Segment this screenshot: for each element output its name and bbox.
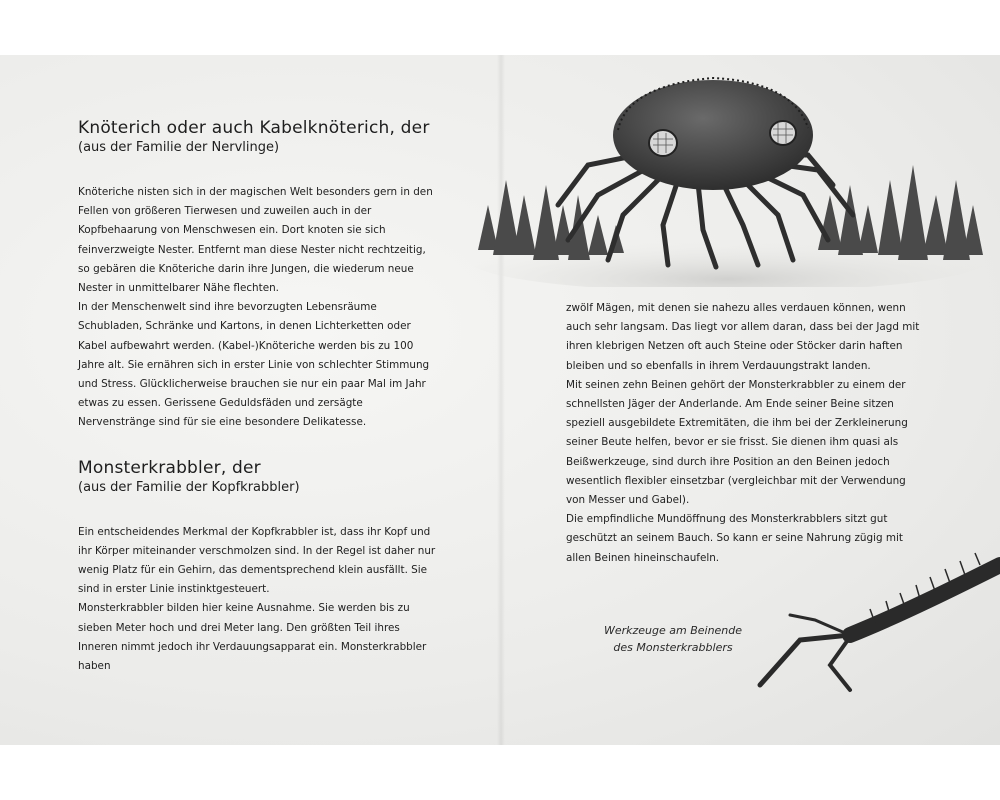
entry-monsterkrabbler (78, 457, 438, 677)
entry-paragraph: Knöteriche nisten sich in der magischen Welt besonders gern in den Fellen von größeren Tierwesen und zuweilen auch in der Kopfbehaarung von Menschwesen ein. Dort knoten sie sich feinverzweigte Nester. Entfernt man diese Nester nicht rechtzeitig, so gebären die Knöteriche darin ihre Jungen, die wiederum neue Nester in unmittelbarer Nähe flechten. (78, 186, 433, 295)
entry-paragraph: zwölf Mägen, mit denen sie nahezu alles verdauen können, wenn auch sehr langsam. Das liegt vor allem daran, dass bei der Jagd mit ihren klebrigen Netzen oft auch Steine oder Stöcker darin haften bleiben und so ebenfalls in ihrem Verdauungstrakt landen. (566, 302, 920, 372)
monster-crawler-illustration (458, 55, 988, 287)
entry-paragraph: Ein entscheidendes Merkmal der Kopfkrabbler ist, dass ihr Kopf und ihr Körper miteinander verschmolzen sind. In der Regel ist daher nur wenig Platz für ein Gehirn, das dementsprechend klein ausfällt. Sie sind in erster Linie instinktgesteuert. (78, 525, 436, 596)
right-page (566, 299, 922, 568)
illustration-caption (598, 622, 748, 656)
caption-line: Werkzeuge am Beinende (603, 624, 743, 637)
entry-title: Monsterkrabbler, der (78, 457, 261, 478)
caption-line: des Monsterkrabblers (613, 641, 733, 654)
entry-paragraph: Monsterkrabbler bilden hier keine Ausnahme. Sie werden bis zu sieben Meter hoch und drei Meter lang. Den größten Teil ihres Inneren nimmt jedoch ihr Verdauungsapparat ein. Monsterkrabbler haben (78, 602, 427, 673)
entry-subtitle: (aus der Familie der Kopfkrabbler) (78, 479, 300, 495)
entry-paragraph: In der Menschenwelt sind ihre bevorzugten Lebensräume Schubladen, Schränke und Kartons, in denen Lichterketten oder Kabel aufbewahrt werden. (Kabel-)Knöteriche werden bis zu 100 Jahre alt. Sie ernähren sich in erster Linie von schlechter Stimmung und Stress. Glücklicherweise brauchen sie nur ein paar Mal im Jahr etwas zu essen. Gerissene Geduldsfäden und zersägte Nervenstränge sind für sie eine besondere Delikatesse. (78, 301, 430, 429)
left-page (78, 117, 438, 676)
book-spread (0, 55, 1000, 745)
entry-paragraph: Mit seinen zehn Beinen gehört der Monsterkrabbler zu einem der schnellsten Jäger der Anderlande. Am Ende seiner Beine sitzen speziell ausgebildete Extremitäten, die ihm bei der Zerkleinerung seiner Beute helfen, bevor er sie frisst. Sie dienen ihm quasi als Beißwerkzeuge, sind durch ihre Position an den Beinen jedoch wesentlich flexibler einsetzbar (vergleichbar mit der Verwendung von Messer und Gabel). (566, 378, 908, 507)
entry-title: Knöterich oder auch Kabelknöterich, der (78, 118, 430, 138)
entry-paragraph: Die empfindliche Mundöffnung des Monsterkrabblers sitzt gut geschützt an seinem Bauch. So kann er seine Nahrung zügig mit allen Beinen hineinschaufeln. (566, 513, 903, 564)
entry-subtitle: (aus der Familie der Nervlinge) (78, 140, 280, 155)
entry-knoeterich (78, 117, 438, 433)
